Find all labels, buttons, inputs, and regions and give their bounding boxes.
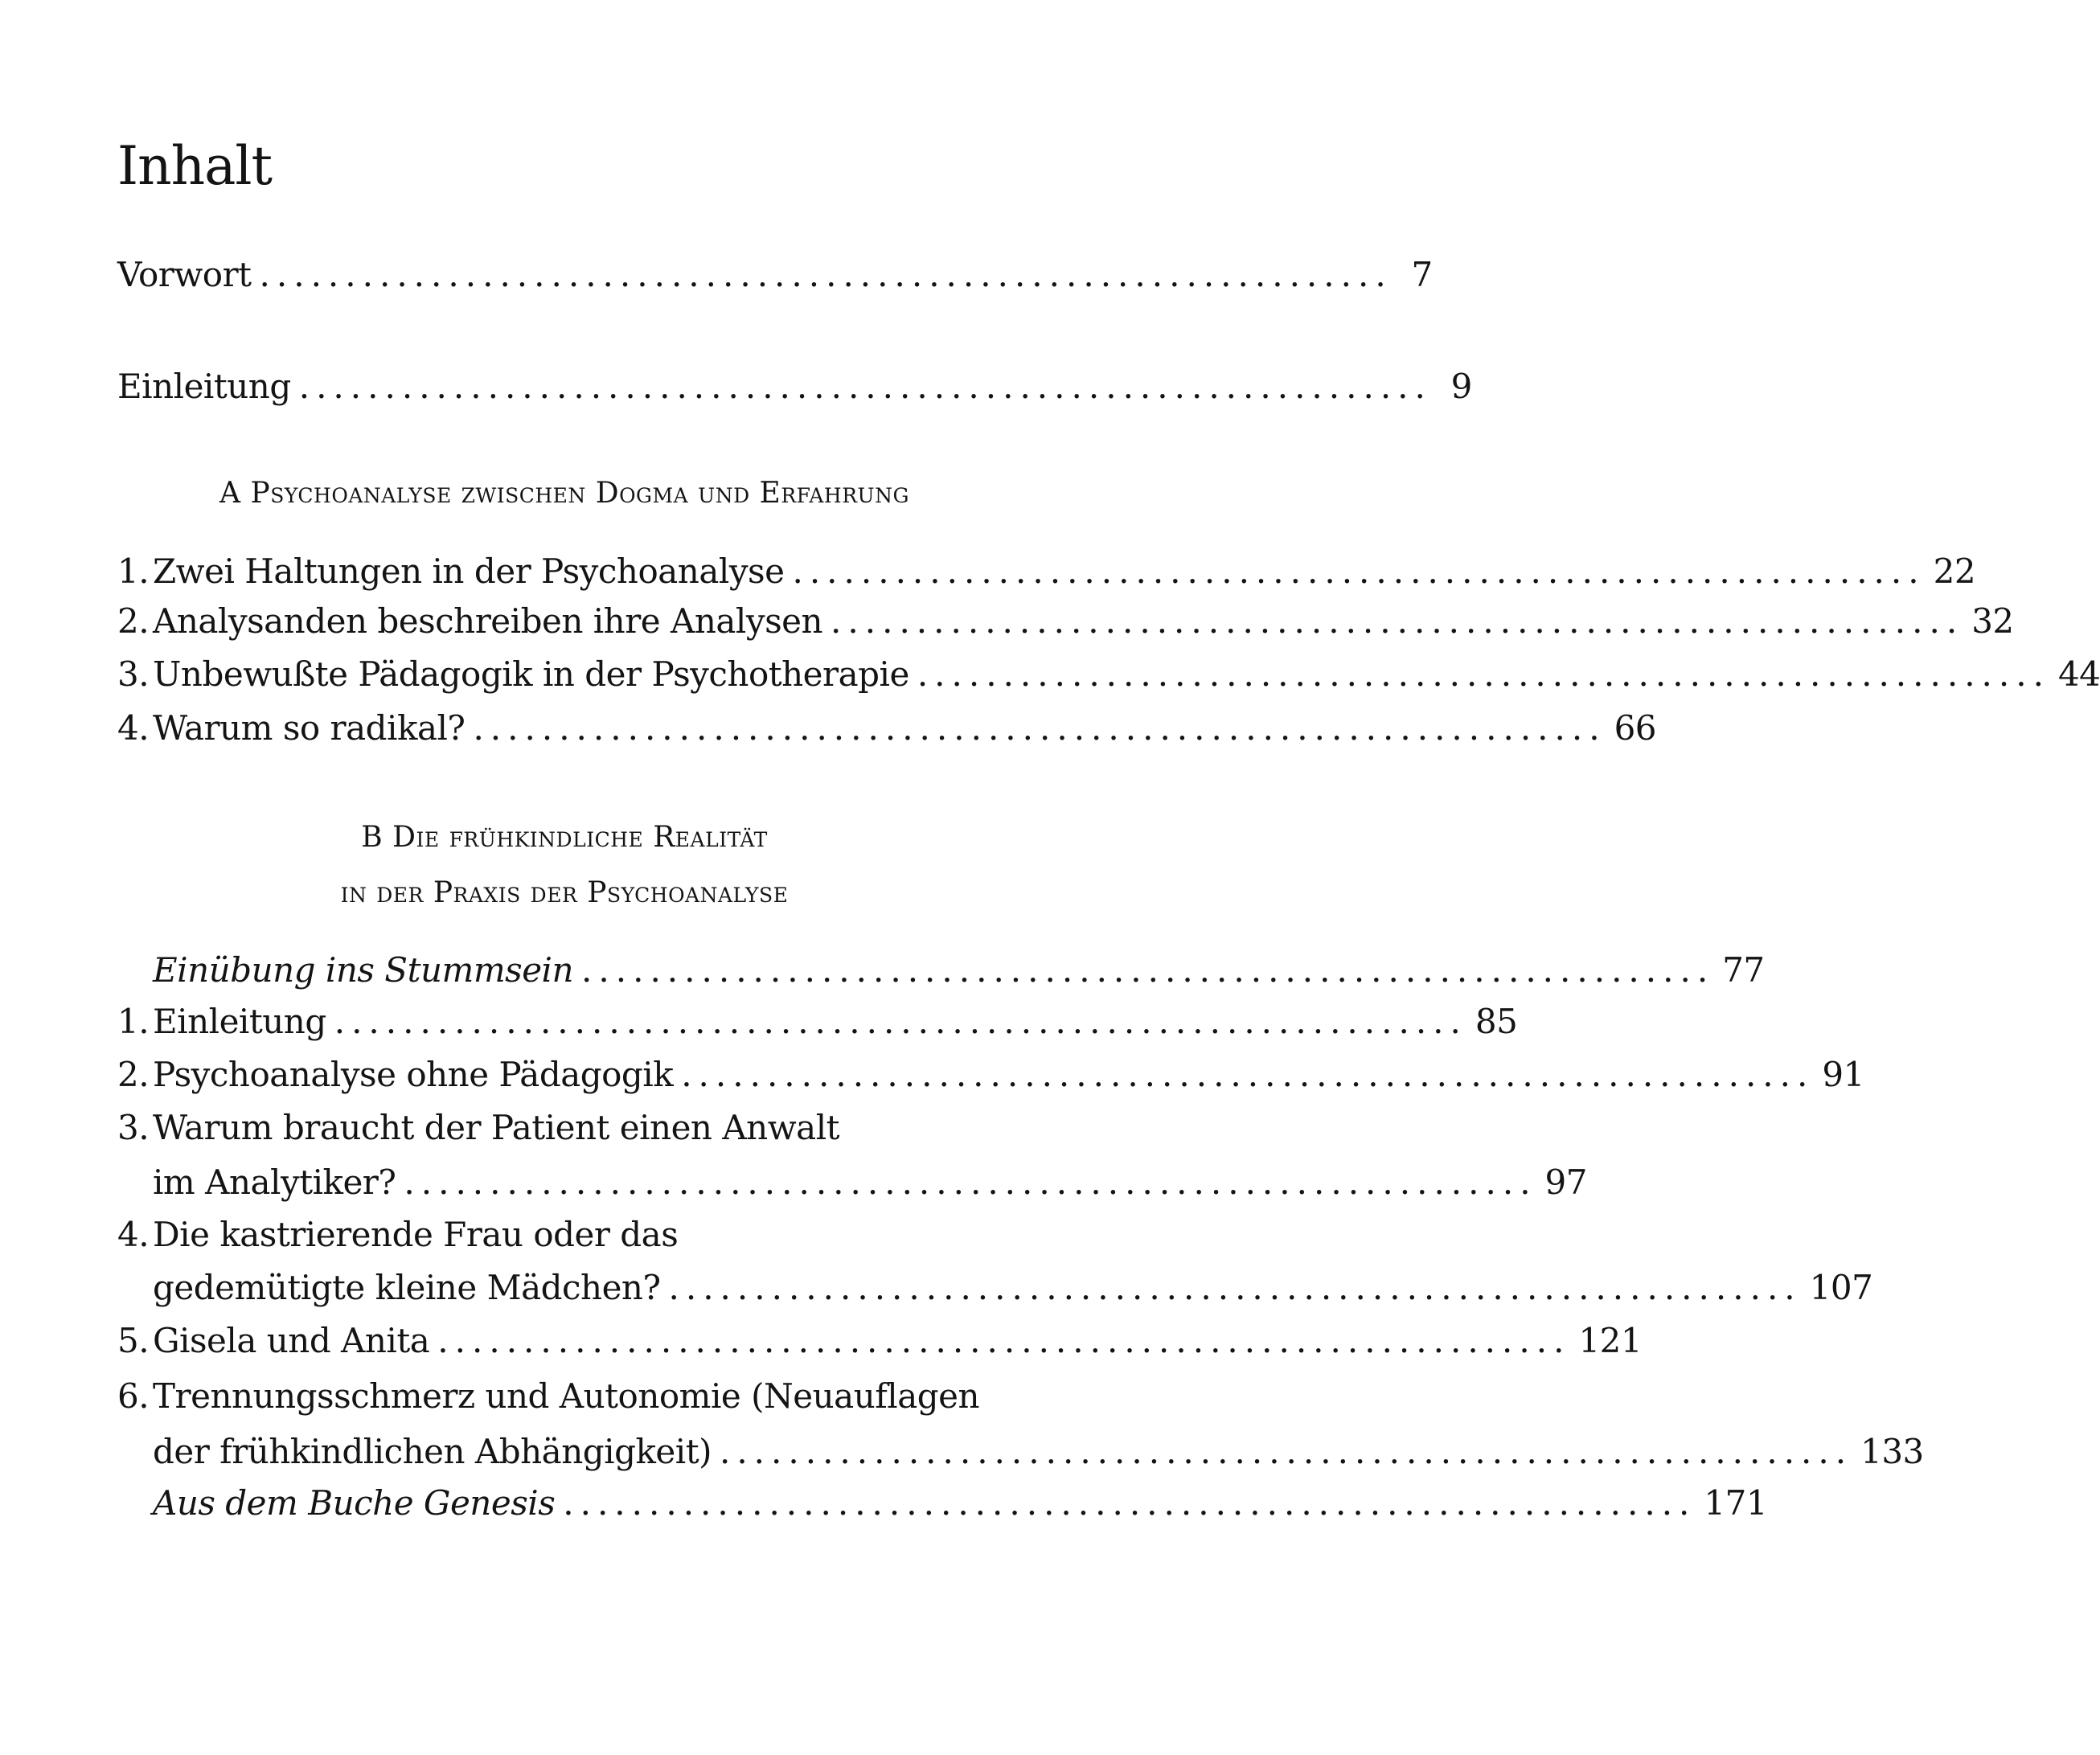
toc-entry-einleitung[interactable] (117, 362, 1472, 412)
toc-entry-number: 2. (117, 601, 150, 641)
toc-entry-b5[interactable] (117, 1316, 1643, 1366)
toc-entry-label-continued: gedemütigte kleine Mädchen? (153, 1268, 661, 1307)
toc-entry-label: Einübung ins Stummsein (153, 950, 574, 990)
toc-entry-number: 1. (117, 552, 150, 591)
toc-entry-number: 4. (117, 708, 150, 748)
page-title: Inhalt (117, 135, 273, 197)
toc-entry-label: Vorwort (117, 255, 252, 294)
toc-page-number: 171 (1704, 1483, 1768, 1523)
leader-dots: .................................................................. (681, 1055, 1815, 1094)
toc-entry-label-continued: der frühkindlichen Abhängigkeit) (153, 1432, 712, 1471)
leader-dots: .................................................................. (563, 1483, 1696, 1523)
toc-entry-b-postlude[interactable] (153, 1478, 1768, 1528)
toc-entry-b2[interactable] (117, 1050, 1864, 1100)
toc-entry-label: Die kastrierende Frau oder das (153, 1215, 679, 1254)
toc-page-number: 77 (1722, 950, 1765, 990)
toc-page-number: 85 (1475, 1002, 1518, 1041)
toc-page-number: 22 (1933, 552, 1976, 591)
toc-page-number: 107 (1809, 1268, 1873, 1307)
toc-entry-label: Warum so radikal? (153, 708, 466, 748)
toc-entry-label: Unbewußte Pädagogik in der Psychotherapie (153, 654, 909, 694)
toc-entry-label: Einleitung (117, 367, 291, 406)
toc-page-number: 121 (1578, 1321, 1643, 1360)
toc-entry-a3[interactable] (117, 650, 2100, 699)
leader-dots: .................................................................. (473, 708, 1606, 748)
toc-entry-b4-line2[interactable] (153, 1263, 1873, 1313)
toc-page-number: 97 (1544, 1162, 1587, 1202)
toc-page-number: 133 (1860, 1432, 1924, 1471)
leader-dots: .................................................................. (792, 552, 1926, 591)
toc-entry-number: 1. (117, 1002, 150, 1041)
toc-page-number: 9 (1450, 367, 1472, 406)
leader-dots: .................................................................. (298, 367, 1432, 406)
toc-entry-b6-line2[interactable] (153, 1427, 1924, 1477)
toc-page-number: 91 (1822, 1055, 1864, 1094)
toc-entry-number: 4. (117, 1215, 150, 1254)
section-heading-a: A Psychoanalyse zwischen Dogma und Erfahrung (219, 477, 909, 510)
toc-entry-b3-line1[interactable] (117, 1103, 1011, 1153)
toc-entry-a4[interactable] (117, 703, 1657, 753)
leader-dots: .................................................................. (334, 1002, 1467, 1041)
toc-page-number: 7 (1411, 255, 1433, 294)
toc-entry-b-prelude[interactable] (153, 945, 1765, 995)
toc-entry-number: 6. (117, 1376, 150, 1416)
toc-entry-b3-line2[interactable] (153, 1158, 1587, 1208)
toc-entry-b1[interactable] (117, 997, 1518, 1047)
toc-entry-label: Psychoanalyse ohne Pädagogik (153, 1055, 674, 1094)
leader-dots: .................................................................. (668, 1268, 1802, 1307)
toc-entry-b4-line1[interactable] (117, 1210, 1011, 1260)
toc-entry-label: Aus dem Buche Genesis (153, 1483, 556, 1523)
leader-dots: .................................................................. (719, 1432, 1853, 1471)
toc-entry-number: 2. (117, 1055, 150, 1094)
toc-entry-vorwort[interactable] (117, 250, 1433, 300)
toc-entry-a2[interactable] (117, 597, 2014, 646)
leader-dots: .................................................................. (581, 950, 1715, 990)
leader-dots: .................................................................. (259, 255, 1392, 294)
leader-dots: .................................................................. (831, 601, 1964, 641)
toc-entry-a1[interactable] (117, 547, 1976, 597)
toc-entry-label: Warum braucht der Patient einen Anwalt (153, 1108, 840, 1147)
toc-entry-number: 3. (117, 654, 150, 694)
toc-entry-label-continued: im Analytiker? (153, 1162, 396, 1202)
toc-entry-label: Analysanden beschreiben ihre Analysen (153, 601, 823, 641)
toc-entry-label: Trennungsschmerz und Autonomie (Neuauflagen (153, 1376, 980, 1416)
toc-entry-number: 5. (117, 1321, 150, 1360)
toc-entry-label: Gisela und Anita (153, 1321, 430, 1360)
leader-dots: .................................................................. (437, 1321, 1571, 1360)
toc-page-number: 66 (1614, 708, 1657, 748)
section-heading-b-line1: B Die frühkindliche Realität (361, 821, 768, 854)
toc-page-number: 32 (1971, 601, 2014, 641)
section-heading-b-line2: in der Praxis der Psychoanalyse (340, 876, 789, 909)
toc-entry-label: Einleitung (153, 1002, 326, 1041)
toc-entry-label: Zwei Haltungen in der Psychoanalyse (153, 552, 785, 591)
leader-dots: .................................................................. (917, 654, 2050, 694)
toc-entry-b6-line1[interactable] (117, 1372, 1011, 1421)
leader-dots: .................................................................. (404, 1162, 1537, 1202)
toc-entry-number: 3. (117, 1108, 150, 1147)
toc-page-number: 44 (2057, 654, 2100, 694)
